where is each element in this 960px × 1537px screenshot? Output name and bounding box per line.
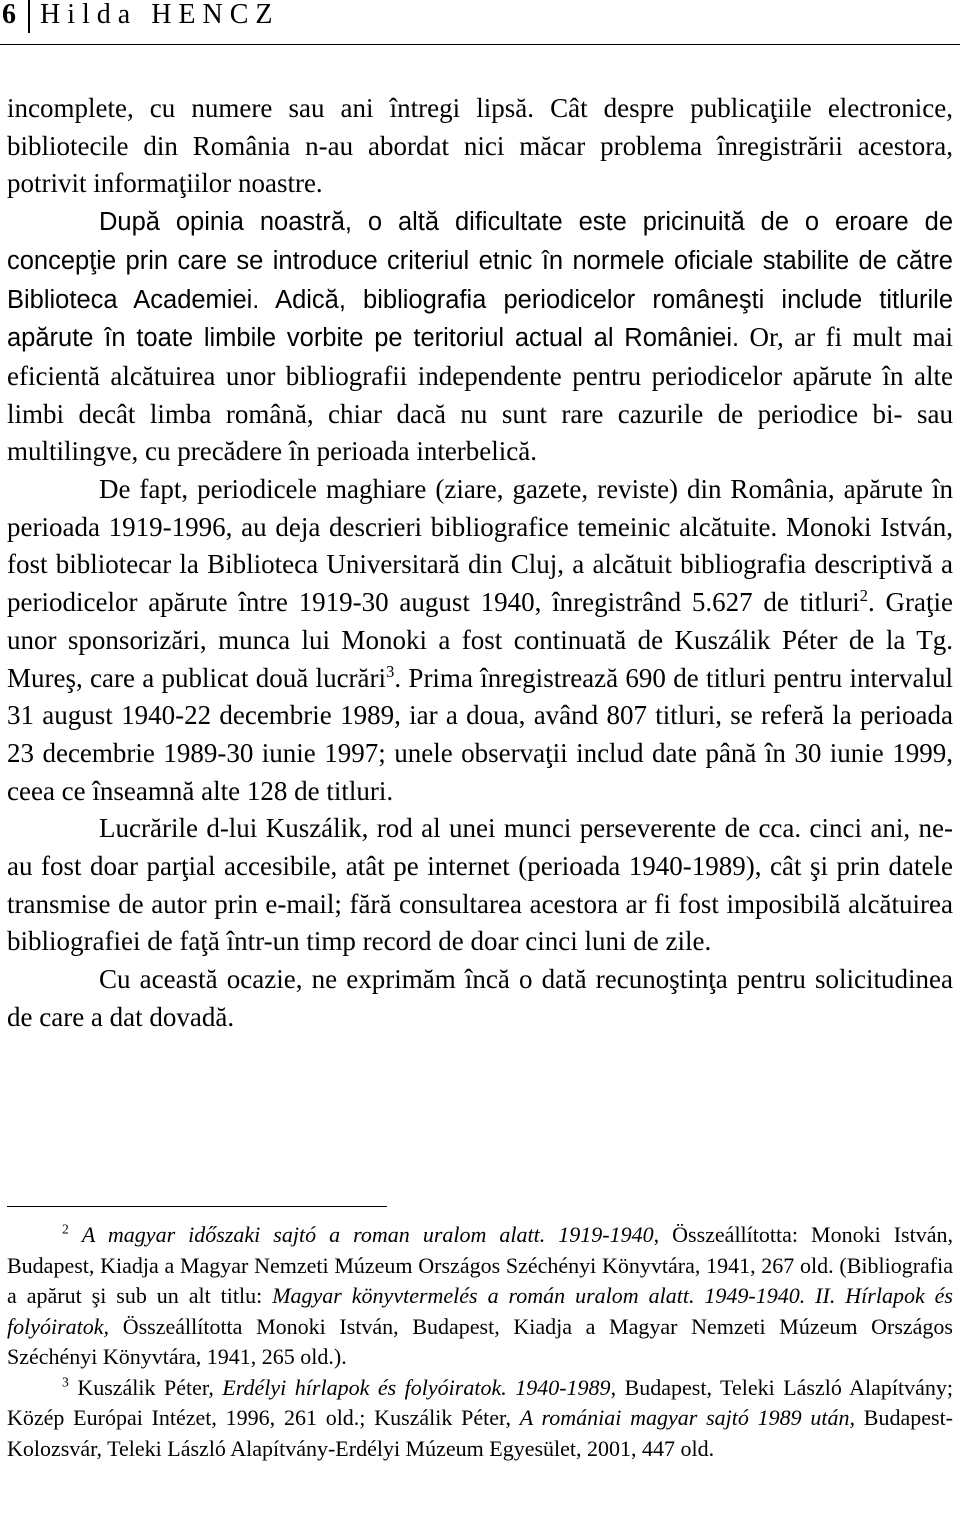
paragraph-5: Cu această ocazie, ne exprimăm încă o dată recunoştinţa pentru solicitudinea de care a dat dovadă.: [7, 964, 953, 1032]
footnote-ref-2: 2: [859, 586, 869, 606]
footnote-3: [7, 1373, 953, 1465]
running-head-author: Hilda HENCZ: [40, 0, 280, 30]
footnote-2-mark: 2: [62, 1221, 69, 1237]
header-rule: [0, 44, 960, 45]
body-text: [7, 90, 953, 1037]
page-header: [0, 0, 960, 52]
footnote-3-text-3: Budapest-Kolozsvár, Teleki László Alapítvány-Erdélyi Múzeum Egyesület, 2001, 447 old.: [7, 1405, 954, 1461]
footnote-ref-3: 3: [386, 661, 395, 681]
footnote-3-title-1: Erdélyi hírlapok és folyóiratok. 1940-1989: [222, 1374, 611, 1400]
paragraph-3: [7, 471, 953, 810]
footnote-2-text-2: Összeállította Monoki István, Budapest, Kiadja a Magyar Nemzeti Múzeum Országos Széchényi Könyvtára, 1941, 265 old.).: [7, 1313, 953, 1369]
footnote-3-title-2: A romániai magyar sajtó 1989 után,: [519, 1405, 856, 1430]
footnote-2-title: A magyar időszaki sajtó a roman uralom alatt. 1919-1940: [81, 1222, 654, 1247]
paragraph-2-part-1: După opinia noastră, o altă dificultate este pricinuită de o eroare de concepţie prin care se introduce criteriul etnic în normele oficiale stabilite de către Biblioteca Academiei. Adică, bibliografia periodicelor româneşti include titlurile apărute în toate limbile vorbite pe teritoriul actual al României.: [7, 208, 953, 353]
paragraph-3-part-3: . Prima înregistrează 690 de titluri pentru intervalul 31 august 1940-22 decembrie 1989, iar a doua, având 807 titluri, se referă la perioada 23 decembrie 1989-30 iunie 1997; unele observaţii includ date până în 30 iunie 1999, ceea ce înseamnă alte 128 de titluri.: [7, 662, 953, 806]
paragraph-1: incomplete, cu numere sau ani întregi lipsă. Cât despre publicaţiile electronice, bibliotecile din România n-au abordat nici măcar problema înregistrării acestora, potrivit informaţiilor noastre.: [7, 93, 953, 199]
footnote-2: [7, 1220, 953, 1373]
paragraph-2-part-2: Or, ar fi mult mai eficientă alcătuirea unor bibliografii independente pentru periodicelor apărute în alte limbi decât limba română, chiar dacă nu sunt rare cazurile de periodice bi- sau multilingve, cu precădere în perioada interbelică.: [7, 322, 953, 467]
paragraph-2: [7, 203, 953, 471]
footnote-3-text-1: Kuszálik Péter,: [68, 1374, 223, 1400]
footnote-2-text-1: , Összeállította: Monoki István, Budapest, Kiadja a Magyar Nemzeti Múzeum Országos Széchényi Könyvtára, 1941, 267 old. (Bibliografia a apărut şi sub un alt titlu:: [7, 1222, 953, 1308]
footnote-3-mark: 3: [62, 1374, 69, 1390]
footnote-rule: [7, 1206, 387, 1207]
page-number: 6: [2, 0, 16, 30]
footnotes: [7, 1220, 953, 1464]
footnote-3-text-2: , Budapest, Teleki László Alapítvány; Közép Európai Intézet, 1996, 261 old.; Kuszálik Péter,: [7, 1374, 954, 1430]
paragraph-4: Lucrările d-lui Kuszálik, rod al unei munci perseverente de cca. cinci ani, ne-au fost doar parţial accesibile, atât pe internet (perioada 1940-1989), cât şi prin datele transmise de autor prin e-mail; fără consultarea acestora ar fi fost imposibilă alcătuirea bibliografiei de faţă într-un timp record de doar cinci luni de zile.: [7, 813, 953, 957]
header-separator: [28, 0, 30, 33]
paragraph-3-part-2: . Graţie unor sponsorizări, munca lui Monoki a fost continuată de Kuszálik Péter de la Tg. Mureş, care a publicat două lucrări: [7, 587, 953, 693]
paragraph-3-part-1: De fapt, periodicele maghiare (ziare, gazete, reviste) din România, apărute în perioada 1919-1996, au deja descrieri bibliografice temeinic alcătuite. Monoki István, fost bibliotecar la Biblioteca Universitară din Cluj, a alcătuit bibliografia descriptivă a periodicelor apărute între 1919-30 august 1940, înregistrând 5.627 de titluri: [7, 474, 953, 618]
footnote-2-alt-title: Magyar könyvtermelés a román uralom alatt. 1949-1940. II. Hírlapok és folyóiratok,: [7, 1283, 953, 1339]
